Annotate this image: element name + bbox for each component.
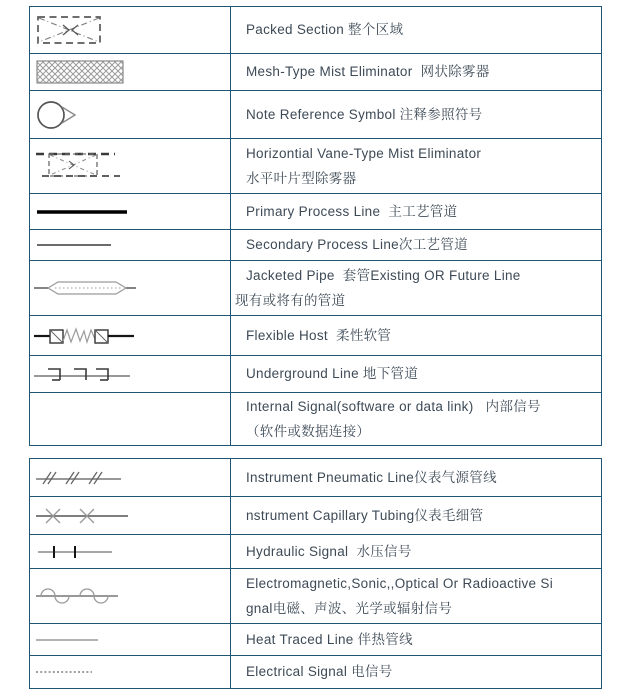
symbol-cell — [30, 393, 231, 446]
table-row — [30, 230, 602, 261]
electrical-signal-symbol — [34, 668, 94, 676]
legend-label: Heat Traced Line 伴热管线 — [246, 631, 413, 647]
symbol-cell — [30, 261, 231, 316]
legend-label: Instrument Pneumatic Line仪表气源管线 — [246, 469, 497, 485]
description-cell — [231, 569, 602, 624]
description-cell — [231, 497, 602, 535]
pid-legend-table-bottom — [29, 458, 602, 689]
symbol-cell — [30, 316, 231, 356]
table-row — [30, 569, 602, 624]
symbol-cell — [30, 139, 231, 194]
symbol-cell — [30, 230, 231, 261]
legend-label: Underground Line 地下管道 — [246, 366, 419, 381]
note-reference-symbol — [34, 98, 94, 132]
legend-label: Jacketed Pipe 套管Existing OR Future Line — [246, 267, 521, 283]
description-cell — [231, 459, 602, 497]
symbol-cell — [30, 194, 231, 230]
description-cell — [231, 316, 602, 356]
mesh-type-mist-eliminator-symbol — [34, 59, 126, 85]
table-row — [30, 316, 602, 356]
table-row — [30, 7, 602, 54]
table-row — [30, 393, 602, 446]
description-cell — [231, 91, 602, 139]
horizontal-vane-mist-eliminator-symbol — [34, 146, 120, 186]
hydraulic-signal-symbol — [34, 544, 114, 560]
table-row — [30, 624, 602, 656]
description-cell — [231, 656, 602, 689]
legend-label: Mesh-Type Mist Eliminator 网状除雾器 — [246, 64, 490, 79]
description-cell — [231, 393, 602, 446]
description-cell — [231, 194, 602, 230]
instrument-pneumatic-line-symbol — [34, 469, 124, 487]
electromagnetic-signal-symbol — [34, 584, 120, 608]
table-row — [30, 91, 602, 139]
description-cell — [231, 54, 602, 91]
legend-label-line2: 水平叶片型除雾器 — [246, 170, 357, 186]
description-cell — [231, 230, 602, 261]
legend-label: Internal Signal(software or data link) 内部信号 — [246, 398, 541, 414]
packed-section-symbol — [34, 13, 106, 47]
table-gap — [29, 446, 617, 458]
symbol-cell — [30, 535, 231, 569]
table-row — [30, 459, 602, 497]
secondary-process-line-symbol — [34, 241, 114, 249]
underground-line-symbol — [34, 364, 130, 384]
symbol-cell — [30, 7, 231, 54]
table-row — [30, 194, 602, 230]
table-row — [30, 54, 602, 91]
primary-process-line-symbol — [34, 207, 130, 217]
symbol-cell — [30, 356, 231, 393]
description-cell — [231, 535, 602, 569]
symbol-cell — [30, 569, 231, 624]
legend-label: Secondary Process Line次工艺管道 — [246, 237, 468, 252]
table-row — [30, 356, 602, 393]
heat-traced-line-symbol — [34, 636, 100, 644]
symbol-cell — [30, 497, 231, 535]
legend-label: Electrical Signal 电信号 — [246, 664, 393, 679]
legend-label-line2: 现有或将有的管道 — [235, 292, 346, 308]
description-cell — [231, 356, 602, 393]
legend-label: Horizontial Vane-Type Mist Eliminator — [246, 145, 482, 161]
legend-label: Flexible Host 柔性软管 — [246, 327, 392, 343]
table-row — [30, 497, 602, 535]
legend-label: Packed Section 整个区域 — [246, 22, 404, 37]
legend-label: nstrument Capillary Tubing仪表毛细管 — [246, 507, 484, 523]
symbol-cell — [30, 54, 231, 91]
description-cell — [231, 261, 602, 316]
description-cell — [231, 7, 602, 54]
symbol-cell — [30, 656, 231, 689]
symbol-cell — [30, 624, 231, 656]
flexible-hose-symbol — [34, 322, 134, 350]
table-row — [30, 139, 602, 194]
symbol-cell — [30, 459, 231, 497]
jacketed-pipe-symbol — [34, 276, 136, 300]
table-row — [30, 261, 602, 316]
table-row — [30, 535, 602, 569]
pid-legend-table-top — [29, 6, 602, 446]
description-cell — [231, 139, 602, 194]
legend-label-line2: （软件或数据连接） — [246, 423, 371, 439]
table-row — [30, 656, 602, 689]
legend-label-line2: gnal电磁、声波、光学或辐射信号 — [246, 600, 453, 616]
instrument-capillary-tubing-symbol — [34, 507, 130, 525]
description-cell — [231, 624, 602, 656]
legend-label: Electromagnetic,Sonic,,Optical Or Radioactive Si — [246, 575, 554, 591]
legend-label: Hydraulic Signal 水压信号 — [246, 543, 412, 559]
legend-label: Primary Process Line 主工艺管道 — [246, 203, 458, 219]
symbol-cell — [30, 91, 231, 139]
legend-label: Note Reference Symbol 注释参照符号 — [246, 106, 483, 122]
